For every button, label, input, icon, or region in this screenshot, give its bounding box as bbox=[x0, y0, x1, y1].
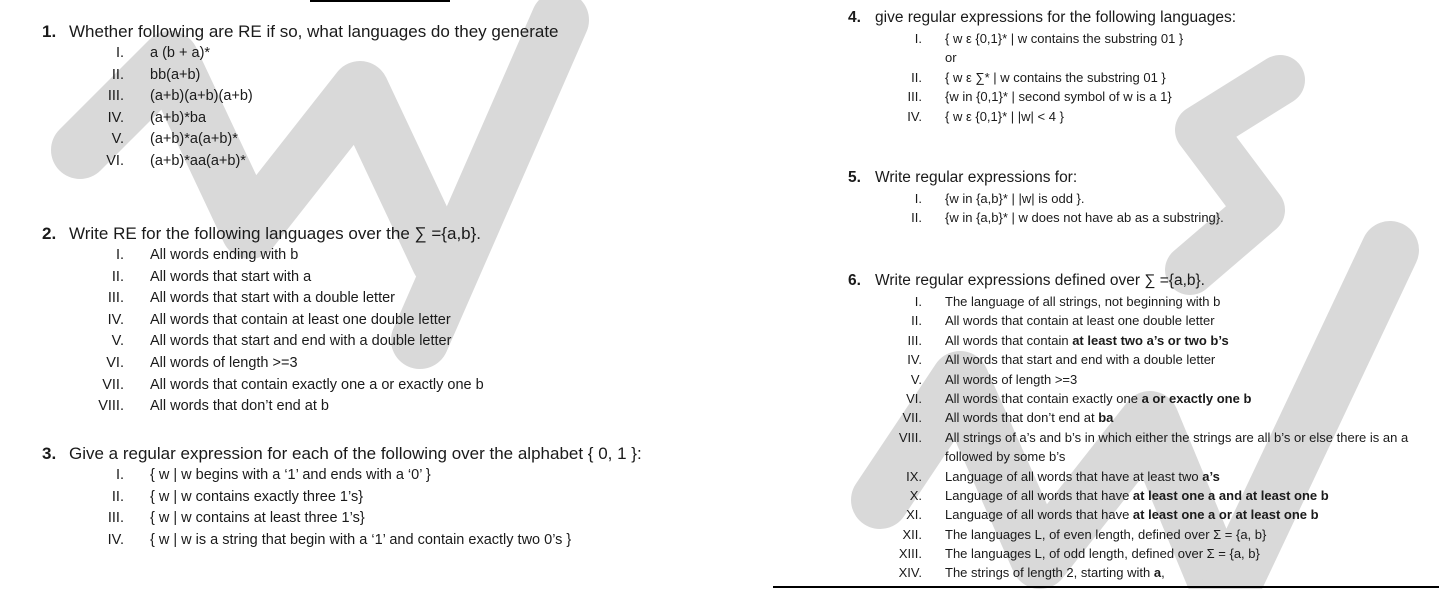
question-title: Whether following are RE if so, what languages do they generate bbox=[69, 22, 559, 41]
item-text-plain: Language of all words that have bbox=[945, 507, 1133, 523]
item-text bbox=[945, 408, 1113, 427]
question-title: Write regular expressions defined over ∑ ={a,b}. bbox=[875, 272, 1205, 289]
item-text bbox=[945, 563, 1165, 582]
question-number: 4. bbox=[848, 9, 861, 26]
item-list bbox=[42, 245, 484, 418]
list-item bbox=[848, 29, 1236, 48]
question-1 bbox=[42, 21, 559, 173]
list-item bbox=[42, 108, 559, 130]
item-number: IV. bbox=[107, 311, 124, 328]
item-number: IX. bbox=[906, 468, 922, 484]
item-number: I. bbox=[914, 31, 922, 46]
item-number: VI. bbox=[906, 390, 922, 406]
item-text-line-2: followed by some b’s bbox=[945, 449, 1066, 465]
item-text: { w | w contains exactly three 1’s} bbox=[150, 488, 364, 505]
question-3 bbox=[42, 443, 642, 551]
item-number: II. bbox=[911, 210, 922, 226]
item-text: {w in {a,b}* | |w| is odd }. bbox=[945, 191, 1085, 206]
item-text: { w ε {0,1}* | |w| < 4 } bbox=[945, 108, 1064, 124]
list-item bbox=[848, 311, 1215, 330]
item-text-plain: All words that contain exactly one bbox=[945, 390, 1142, 406]
item-number: II. bbox=[111, 488, 124, 505]
question-6 bbox=[848, 270, 1409, 583]
list-item bbox=[42, 43, 559, 65]
question-number: 5. bbox=[848, 169, 861, 186]
item-text: (a+b)*ba bbox=[150, 109, 207, 126]
item-text-line-1: All strings of a’s and b’s in which either the strings are all b’s or else there is an a bbox=[945, 429, 1409, 445]
item-text: The languages L, of odd length, defined over Σ = {a, b} bbox=[945, 546, 1260, 562]
top-rule bbox=[310, 0, 450, 2]
item-number: IV. bbox=[907, 352, 922, 368]
item-text: (a+b)*a(a+b)* bbox=[150, 131, 238, 148]
item-text-plain: All words that contain bbox=[945, 332, 1073, 348]
list-item bbox=[848, 525, 1267, 544]
item-number: VI. bbox=[106, 354, 124, 371]
item-number: I. bbox=[115, 247, 124, 263]
list-item bbox=[42, 375, 484, 397]
question-4 bbox=[848, 7, 1236, 126]
list-item bbox=[42, 508, 642, 530]
item-list bbox=[42, 43, 559, 173]
item-text-tail: , bbox=[1161, 565, 1165, 581]
item-text-plain: The strings of length 2, starting with bbox=[945, 565, 1154, 581]
list-item bbox=[42, 245, 481, 267]
question-title: Give a regular expression for each of the following over the alphabet { 0, 1 }: bbox=[69, 444, 642, 463]
item-number: IV. bbox=[907, 108, 922, 124]
item-text: { w ε {0,1}* | w contains the substring 01 } bbox=[945, 31, 1184, 46]
item-text: All words that start with a bbox=[150, 268, 312, 285]
list-item bbox=[848, 107, 1236, 126]
list-item bbox=[42, 396, 481, 418]
list-item bbox=[848, 467, 1220, 486]
item-number: VII. bbox=[102, 376, 124, 393]
item-list bbox=[848, 189, 1224, 228]
bottom-rule bbox=[773, 586, 1439, 588]
item-number: I. bbox=[914, 294, 922, 309]
item-text bbox=[945, 467, 1220, 486]
list-item bbox=[42, 353, 481, 375]
item-number: III. bbox=[107, 510, 124, 527]
item-text-plain: All words that don’t end at bbox=[945, 410, 1099, 426]
item-number: II. bbox=[111, 66, 124, 83]
list-item bbox=[42, 151, 559, 173]
question-heading bbox=[42, 223, 481, 245]
item-text: {w in {0,1}* | second symbol of w is a 1} bbox=[945, 89, 1172, 105]
question-heading bbox=[42, 443, 642, 465]
item-number: III. bbox=[907, 89, 922, 105]
list-item bbox=[848, 350, 1216, 369]
list-item bbox=[42, 129, 559, 151]
item-list bbox=[42, 465, 642, 551]
item-number: I. bbox=[914, 191, 922, 206]
list-item bbox=[848, 428, 1409, 467]
item-number: XIV. bbox=[898, 565, 922, 581]
item-text bbox=[945, 428, 1435, 467]
item-text: All words that start and end with a double letter bbox=[150, 333, 452, 350]
list-item bbox=[42, 267, 481, 289]
item-text-bold: at least one a and at least one b bbox=[1132, 487, 1329, 503]
question-heading bbox=[42, 21, 559, 43]
item-text: All words that don’t end at b bbox=[150, 398, 329, 415]
item-text-bold: a bbox=[1153, 565, 1162, 581]
item-text bbox=[945, 486, 1329, 505]
question-title: Write RE for the following languages over the ∑ ={a,b}. bbox=[69, 224, 482, 243]
item-text: All words ending with b bbox=[150, 247, 299, 263]
list-item bbox=[848, 544, 1260, 563]
item-text: All words that contain exactly one a or exactly one b bbox=[150, 376, 484, 393]
item-text-bold: at least two a’s or two b’s bbox=[1072, 332, 1229, 348]
item-number: III. bbox=[107, 88, 124, 105]
question-number: 6. bbox=[848, 272, 861, 289]
item-text: The languages L, of even length, defined over Σ = {a, b} bbox=[945, 526, 1267, 542]
question-heading bbox=[848, 7, 1236, 29]
item-number: VIII. bbox=[98, 398, 124, 415]
list-item bbox=[848, 389, 1252, 408]
item-text: { w ε ∑* | w contains the substring 01 } bbox=[945, 69, 1166, 85]
item-number: IV. bbox=[107, 109, 124, 126]
question-number: 2. bbox=[42, 224, 57, 243]
item-text-plain: Language of all words that have at least two bbox=[945, 468, 1203, 484]
list-item bbox=[848, 208, 1224, 227]
list-item bbox=[42, 86, 559, 108]
question-5 bbox=[848, 167, 1224, 228]
list-item bbox=[848, 408, 1205, 427]
list-item bbox=[42, 530, 642, 552]
item-text: { w | w begins with a ‘1’ and ends with a ‘0’ } bbox=[150, 467, 431, 483]
list-item bbox=[42, 331, 481, 353]
question-number: 1. bbox=[42, 22, 57, 41]
item-number: XI. bbox=[906, 507, 922, 523]
item-number: XII. bbox=[902, 526, 922, 542]
list-item bbox=[848, 87, 1236, 106]
item-number: V. bbox=[910, 371, 922, 387]
list-item bbox=[848, 505, 1319, 524]
list-item bbox=[42, 310, 481, 332]
item-text: (a+b)*aa(a+b)* bbox=[150, 152, 246, 169]
item-text-bold: a’s bbox=[1202, 468, 1220, 484]
item-text: a (b + a)* bbox=[150, 45, 211, 61]
item-text-bold: ba bbox=[1098, 410, 1114, 426]
item-text: The language of all strings, not beginning with b bbox=[945, 294, 1221, 309]
list-item bbox=[848, 563, 1205, 582]
item-number: VII. bbox=[902, 410, 922, 426]
question-number: 3. bbox=[42, 444, 57, 463]
list-item bbox=[848, 189, 1085, 208]
question-heading bbox=[848, 167, 1077, 189]
item-text: { w | w is a string that begin with a ‘1’ and contain exactly two 0’s } bbox=[150, 531, 572, 548]
item-text: {w in {a,b}* | w does not have ab as a substring}. bbox=[945, 210, 1224, 226]
item-text-bold: a or exactly one b bbox=[1141, 390, 1252, 406]
item-text-bold: at least one a or at least one b bbox=[1132, 507, 1319, 523]
item-number: V. bbox=[111, 333, 124, 350]
item-text bbox=[945, 331, 1229, 350]
item-number: IV. bbox=[107, 531, 124, 548]
item-number: I. bbox=[115, 45, 124, 61]
item-text: All words that contain at least one double letter bbox=[150, 311, 451, 328]
list-item bbox=[848, 331, 1229, 350]
item-number: XIII. bbox=[898, 546, 922, 562]
item-text bbox=[945, 389, 1251, 408]
list-item bbox=[848, 68, 1236, 87]
item-list bbox=[848, 292, 1409, 583]
item-number: VIII. bbox=[898, 429, 922, 445]
question-title: give regular expressions for the following languages: bbox=[875, 9, 1237, 26]
item-text-plain: Language of all words that have bbox=[945, 487, 1133, 503]
item-text: All words of length >=3 bbox=[150, 354, 298, 371]
question-2 bbox=[42, 223, 484, 418]
list-item bbox=[42, 487, 642, 509]
item-number: VI. bbox=[106, 152, 124, 169]
list-item bbox=[42, 288, 481, 310]
item-number: I. bbox=[115, 467, 124, 483]
item-number: V. bbox=[111, 131, 124, 148]
item-number: X. bbox=[909, 487, 922, 503]
list-item bbox=[848, 292, 1221, 311]
item-number: II. bbox=[911, 313, 922, 329]
item-number: III. bbox=[907, 332, 922, 348]
item-text: (a+b)(a+b)(a+b) bbox=[150, 88, 253, 105]
item-number: III. bbox=[107, 290, 124, 307]
item-text: All words that start and end with a double letter bbox=[945, 352, 1216, 368]
item-number: II. bbox=[111, 268, 124, 285]
item-text: All words that contain at least one double letter bbox=[945, 313, 1215, 329]
item-number: II. bbox=[911, 69, 922, 85]
list-item bbox=[848, 48, 1236, 67]
item-text bbox=[945, 505, 1319, 524]
list-item bbox=[42, 65, 559, 87]
list-item bbox=[848, 370, 1205, 389]
item-text: All words that start with a double letter bbox=[150, 290, 396, 307]
item-list bbox=[848, 29, 1236, 126]
item-text: All words of length >=3 bbox=[945, 371, 1078, 387]
list-item bbox=[42, 465, 642, 487]
item-text: bb(a+b) bbox=[150, 66, 201, 83]
list-item bbox=[848, 486, 1329, 505]
item-text: { w | w contains at least three 1’s} bbox=[150, 510, 365, 527]
question-title: Write regular expressions for: bbox=[875, 169, 1078, 186]
or-text: or bbox=[945, 50, 957, 66]
question-heading bbox=[848, 270, 1205, 292]
